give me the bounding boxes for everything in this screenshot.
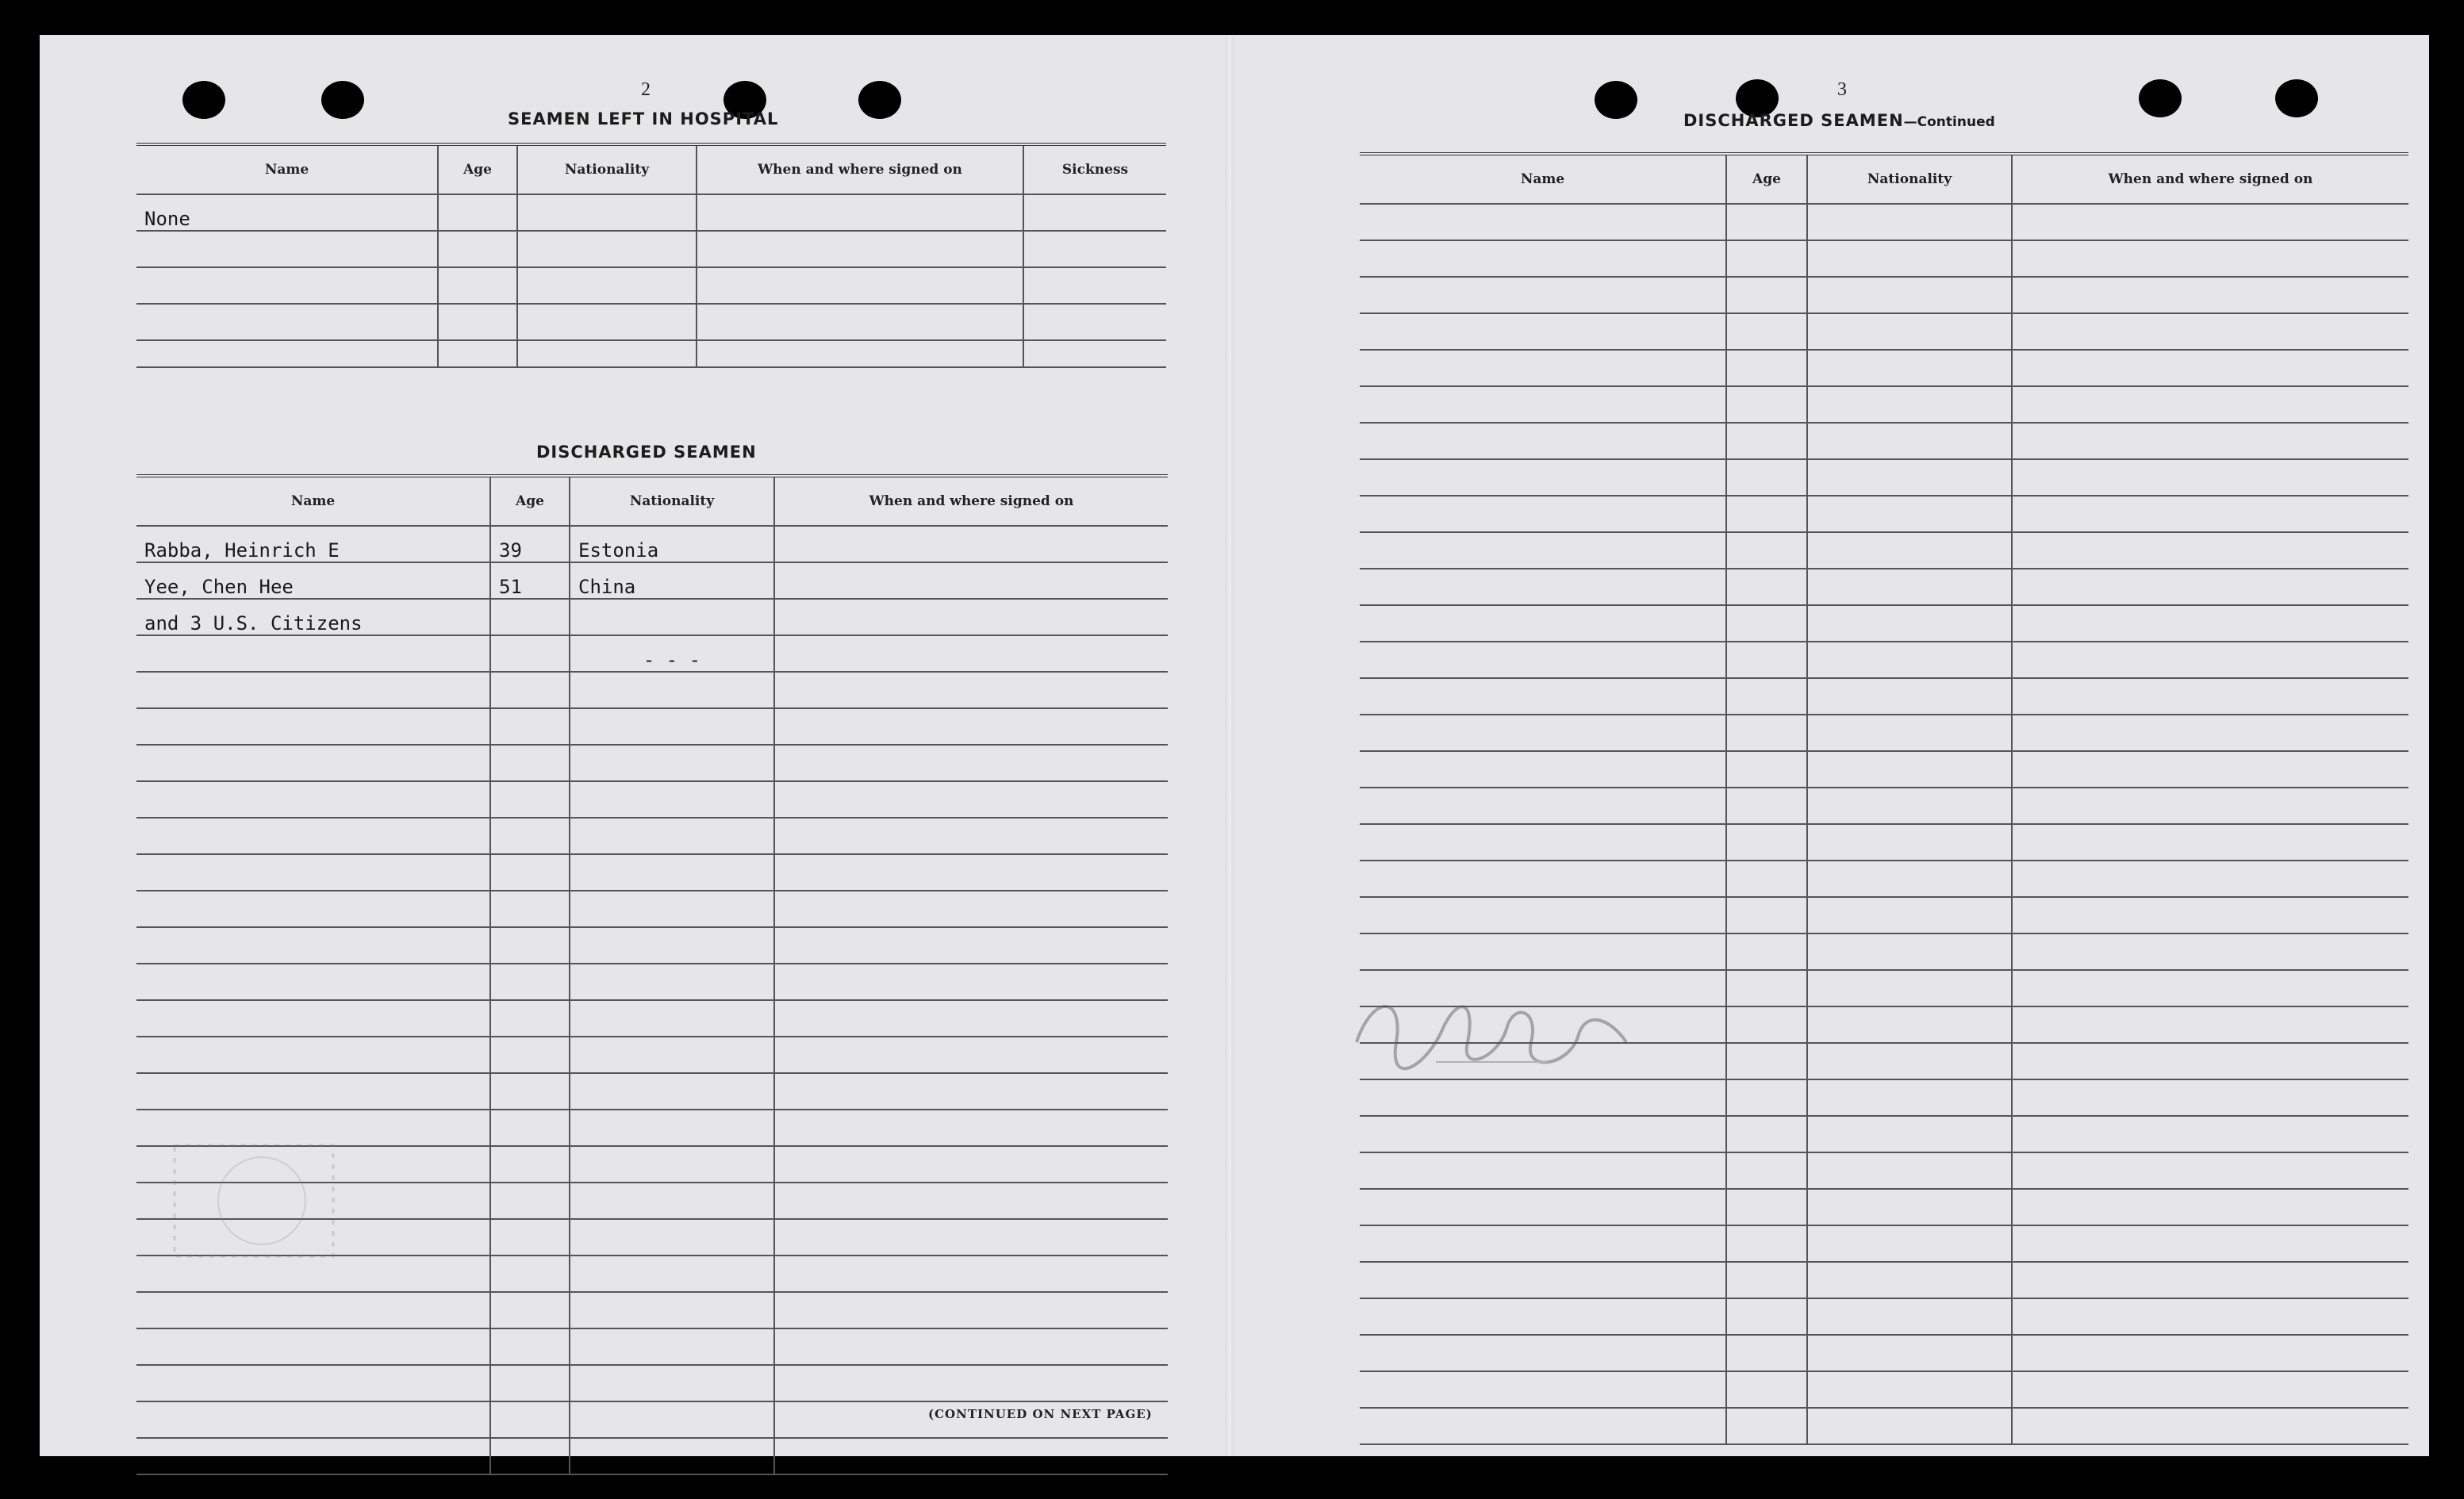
empty-cell: [2012, 934, 2408, 970]
table-row: [1360, 861, 2408, 897]
column-header-age: Age: [490, 476, 570, 526]
table-row: [1360, 1371, 2408, 1408]
table-row: [1360, 897, 2408, 934]
table-row: [1360, 1225, 2408, 1262]
empty-cell: [1360, 277, 1726, 313]
empty-cell: [1807, 386, 2012, 423]
table-row: [1360, 678, 2408, 715]
empty-cell: [1807, 1079, 2012, 1116]
table-row: [1360, 423, 2408, 459]
empty-cell: [1726, 423, 1807, 459]
column-header-age: Age: [438, 144, 517, 194]
cell-sickness: [1023, 194, 1166, 231]
empty-cell: [1807, 715, 2012, 751]
empty-cell: [1726, 350, 1807, 386]
table-row: [136, 964, 1168, 1000]
empty-cell: [1360, 1152, 1726, 1189]
table-row: [136, 1037, 1168, 1073]
empty-cell: [1360, 569, 1726, 605]
empty-cell: [1726, 824, 1807, 861]
empty-cell: [1807, 1116, 2012, 1152]
table-row: [1360, 313, 2408, 350]
column-header-sickness: Sickness: [1023, 144, 1166, 194]
empty-cell: [1807, 204, 2012, 240]
cell-signed-on: [774, 526, 1168, 562]
empty-cell: [1726, 1116, 1807, 1152]
empty-cell: [2012, 642, 2408, 678]
table-row: [1360, 386, 2408, 423]
empty-cell: [2012, 1335, 2408, 1371]
table-row: [1360, 751, 2408, 788]
column-header-signed-on: When and where signed on: [697, 144, 1023, 194]
column-header-name: Name: [136, 144, 438, 194]
empty-cell: [1807, 1225, 2012, 1262]
empty-cell: [1726, 1298, 1807, 1335]
page-right: [1230, 35, 2429, 1456]
empty-cell: [1807, 897, 2012, 934]
empty-cell: [1807, 532, 2012, 569]
empty-cell: [1807, 605, 2012, 642]
column-header-name: Name: [136, 476, 490, 526]
empty-cell: [1726, 788, 1807, 824]
cell-age: [490, 599, 570, 635]
empty-cell: [1360, 1298, 1726, 1335]
cell-signed-on: [774, 599, 1168, 635]
empty-cell: [1807, 277, 2012, 313]
page-number: 3: [1837, 79, 1847, 100]
table-row: [1360, 605, 2408, 642]
empty-cell: [1807, 1262, 2012, 1298]
hospital-table: [136, 143, 1166, 368]
table-row: [1360, 1152, 2408, 1189]
empty-cell: [2012, 1298, 2408, 1335]
empty-cell: [1360, 1408, 1726, 1444]
table-row: [1360, 934, 2408, 970]
empty-cell: [1726, 459, 1807, 496]
punch-hole: [858, 81, 901, 119]
empty-cell: [1807, 350, 2012, 386]
table-row: [136, 927, 1168, 964]
table-row: [136, 1292, 1168, 1328]
empty-cell: [2012, 350, 2408, 386]
empty-cell: [2012, 1371, 2408, 1408]
table-row: [1360, 569, 2408, 605]
empty-cell: [1807, 1408, 2012, 1444]
empty-cell: [2012, 897, 2408, 934]
table-row: [1360, 204, 2408, 240]
column-header-age: Age: [1726, 154, 1807, 204]
table-row: [1360, 788, 2408, 824]
empty-cell: [1726, 1006, 1807, 1043]
continued-note: (CONTINUED ON NEXT PAGE): [928, 1407, 1153, 1421]
empty-cell: [1807, 459, 2012, 496]
empty-cell: [1726, 1262, 1807, 1298]
table-row: [1360, 1116, 2408, 1152]
table-row: [136, 1000, 1168, 1037]
empty-cell: [2012, 386, 2408, 423]
table-row: [1360, 1408, 2408, 1444]
empty-cell: [1807, 751, 2012, 788]
cell-nationality: [570, 599, 774, 635]
empty-cell: [1360, 204, 1726, 240]
table-row: [1360, 496, 2408, 532]
empty-cell: [2012, 715, 2408, 751]
table-row: [136, 1073, 1168, 1110]
table-row: [1360, 459, 2408, 496]
empty-cell: [1807, 678, 2012, 715]
column-header-signed-on: When and where signed on: [774, 476, 1168, 526]
cell-name: Yee, Chen Hee: [136, 562, 490, 599]
table-row: [136, 854, 1168, 891]
column-header-nationality: Nationality: [570, 476, 774, 526]
empty-cell: [2012, 751, 2408, 788]
empty-cell: [1726, 1408, 1807, 1444]
punch-hole: [2139, 79, 2182, 117]
empty-cell: [1726, 386, 1807, 423]
empty-cell: [1360, 240, 1726, 277]
empty-cell: [1360, 751, 1726, 788]
empty-cell: [2012, 861, 2408, 897]
empty-cell: [1360, 313, 1726, 350]
empty-cell: [1726, 642, 1807, 678]
table-row: [136, 1438, 1168, 1474]
empty-cell: [1807, 934, 2012, 970]
scanned-document: [40, 35, 2429, 1456]
empty-cell: [1726, 678, 1807, 715]
column-header-name: Name: [1360, 154, 1726, 204]
empty-cell: [1807, 423, 2012, 459]
table-row: [1360, 1189, 2408, 1225]
empty-cell: [1360, 788, 1726, 824]
empty-cell: [1807, 970, 2012, 1006]
table-row: [1360, 350, 2408, 386]
empty-cell: [1807, 1006, 2012, 1043]
empty-cell: [2012, 277, 2408, 313]
table-row: [1360, 240, 2408, 277]
punch-hole: [182, 81, 225, 119]
cell-name: [136, 635, 490, 672]
empty-cell: [1726, 569, 1807, 605]
empty-cell: [2012, 1043, 2408, 1079]
table-row: [136, 526, 1168, 562]
faded-signature: [1341, 971, 1642, 1090]
empty-cell: [2012, 678, 2408, 715]
empty-cell: [1807, 824, 2012, 861]
table-row: [136, 708, 1168, 745]
empty-cell: [2012, 532, 2408, 569]
cell-nationality: China: [570, 562, 774, 599]
empty-cell: [1726, 1043, 1807, 1079]
empty-cell: [1726, 532, 1807, 569]
punch-hole: [2275, 79, 2318, 117]
cell-nationality: Estonia: [570, 526, 774, 562]
empty-cell: [1360, 532, 1726, 569]
empty-cell: [2012, 1189, 2408, 1225]
empty-cell: [1726, 970, 1807, 1006]
cell-age: 51: [490, 562, 570, 599]
punch-hole: [1595, 81, 1637, 119]
table-row: [136, 340, 1166, 367]
empty-cell: [1360, 459, 1726, 496]
empty-rows: [1360, 204, 2408, 1444]
table-row: [136, 635, 1168, 672]
empty-cell: [1807, 1189, 2012, 1225]
cell-age: [438, 194, 517, 231]
cell-age: [490, 635, 570, 672]
cell-signed-on: [774, 562, 1168, 599]
empty-cell: [1726, 313, 1807, 350]
empty-cell: [2012, 569, 2408, 605]
table-row: [136, 267, 1166, 304]
discharged-continued-title: DISCHARGED SEAMEN—Continued: [1683, 111, 1995, 130]
empty-cell: [1360, 605, 1726, 642]
empty-cell: [1726, 861, 1807, 897]
empty-cell: [1360, 1262, 1726, 1298]
empty-cell: [2012, 1116, 2408, 1152]
empty-cell: [2012, 1006, 2408, 1043]
cell-signed-on: [774, 635, 1168, 672]
table-row: [1360, 532, 2408, 569]
table-row: [1360, 277, 2408, 313]
empty-cell: [1726, 751, 1807, 788]
empty-cell: [1360, 386, 1726, 423]
empty-cell: [1807, 496, 2012, 532]
empty-cell: [1726, 715, 1807, 751]
discharged-section-title: DISCHARGED SEAMEN: [536, 443, 757, 462]
column-header-nationality: Nationality: [517, 144, 697, 194]
empty-cell: [1807, 240, 2012, 277]
empty-cell: [1726, 1189, 1807, 1225]
empty-cell: [1360, 350, 1726, 386]
table-row: [136, 1365, 1168, 1401]
table-row: [136, 781, 1168, 818]
empty-cell: [1726, 204, 1807, 240]
empty-cell: [1726, 1335, 1807, 1371]
table-row: [1360, 642, 2408, 678]
table-row: [136, 194, 1166, 231]
cell-name: None: [136, 194, 438, 231]
cell-name: Rabba, Heinrich E: [136, 526, 490, 562]
table-row: [1360, 824, 2408, 861]
empty-cell: [1726, 277, 1807, 313]
empty-cell: [1360, 642, 1726, 678]
empty-cell: [2012, 240, 2408, 277]
cell-signed-on: [697, 194, 1023, 231]
empty-cell: [1807, 1371, 2012, 1408]
faded-received-stamp: [159, 1129, 365, 1272]
table-row: [136, 818, 1168, 854]
empty-cell: [1360, 897, 1726, 934]
empty-cell: [1360, 1225, 1726, 1262]
column-header-signed-on: When and where signed on: [2012, 154, 2408, 204]
empty-cell: [2012, 423, 2408, 459]
empty-cell: [1807, 1152, 2012, 1189]
empty-cell: [1360, 496, 1726, 532]
empty-cell: [2012, 788, 2408, 824]
empty-cell: [2012, 1225, 2408, 1262]
empty-cell: [1807, 569, 2012, 605]
table-row: [136, 599, 1168, 635]
table-row: [136, 745, 1168, 781]
empty-cell: [2012, 970, 2408, 1006]
empty-cell: [1726, 934, 1807, 970]
empty-cell: [2012, 605, 2408, 642]
table-row: [1360, 1335, 2408, 1371]
empty-cell: [1360, 1371, 1726, 1408]
empty-cell: [1726, 240, 1807, 277]
empty-cell: [2012, 313, 2408, 350]
cell-nationality: [517, 194, 697, 231]
empty-cell: [1360, 1335, 1726, 1371]
page-number: 2: [641, 79, 651, 100]
empty-cell: [1726, 605, 1807, 642]
table-row: [136, 1328, 1168, 1365]
cell-name: and 3 U.S. Citizens: [136, 599, 490, 635]
table-row: [1360, 1262, 2408, 1298]
empty-cell: [2012, 204, 2408, 240]
empty-cell: [2012, 496, 2408, 532]
empty-cell: [1726, 1225, 1807, 1262]
empty-cell: [1807, 788, 2012, 824]
table-row: [136, 891, 1168, 927]
table-row: [1360, 1298, 2408, 1335]
punch-hole: [321, 81, 364, 119]
empty-cell: [2012, 1408, 2408, 1444]
empty-cell: [1726, 1079, 1807, 1116]
discharged-continued-table: [1360, 152, 2408, 1445]
empty-cell: [2012, 1262, 2408, 1298]
empty-cell: [1726, 1152, 1807, 1189]
empty-cell: [1360, 1116, 1726, 1152]
table-row: [136, 672, 1168, 708]
page-left: [40, 35, 1230, 1456]
discharged-table: [136, 474, 1168, 1475]
empty-cell: [2012, 824, 2408, 861]
table-row: [1360, 715, 2408, 751]
empty-cell: [1360, 423, 1726, 459]
empty-cell: [1360, 715, 1726, 751]
empty-cell: [1360, 861, 1726, 897]
empty-cell: [1726, 897, 1807, 934]
empty-cell: [1360, 934, 1726, 970]
empty-cell: [1726, 496, 1807, 532]
empty-cell: [1807, 313, 2012, 350]
cell-age: 39: [490, 526, 570, 562]
table-row: [136, 562, 1168, 599]
empty-cell: [1807, 1298, 2012, 1335]
table-row: [136, 304, 1166, 340]
empty-cell: [1807, 1043, 2012, 1079]
cell-nationality: - - -: [570, 635, 774, 672]
empty-cell: [2012, 1152, 2408, 1189]
empty-cell: [1807, 861, 2012, 897]
empty-cell: [1360, 824, 1726, 861]
empty-cell: [2012, 459, 2408, 496]
empty-cell: [1360, 678, 1726, 715]
empty-cell: [1360, 1189, 1726, 1225]
empty-cell: [1726, 1371, 1807, 1408]
column-header-nationality: Nationality: [1807, 154, 2012, 204]
hospital-section-title: SEAMEN LEFT IN HOSPITAL: [508, 109, 779, 128]
table-row: [136, 231, 1166, 267]
empty-cell: [1807, 1335, 2012, 1371]
empty-cell: [1807, 642, 2012, 678]
empty-cell: [2012, 1079, 2408, 1116]
